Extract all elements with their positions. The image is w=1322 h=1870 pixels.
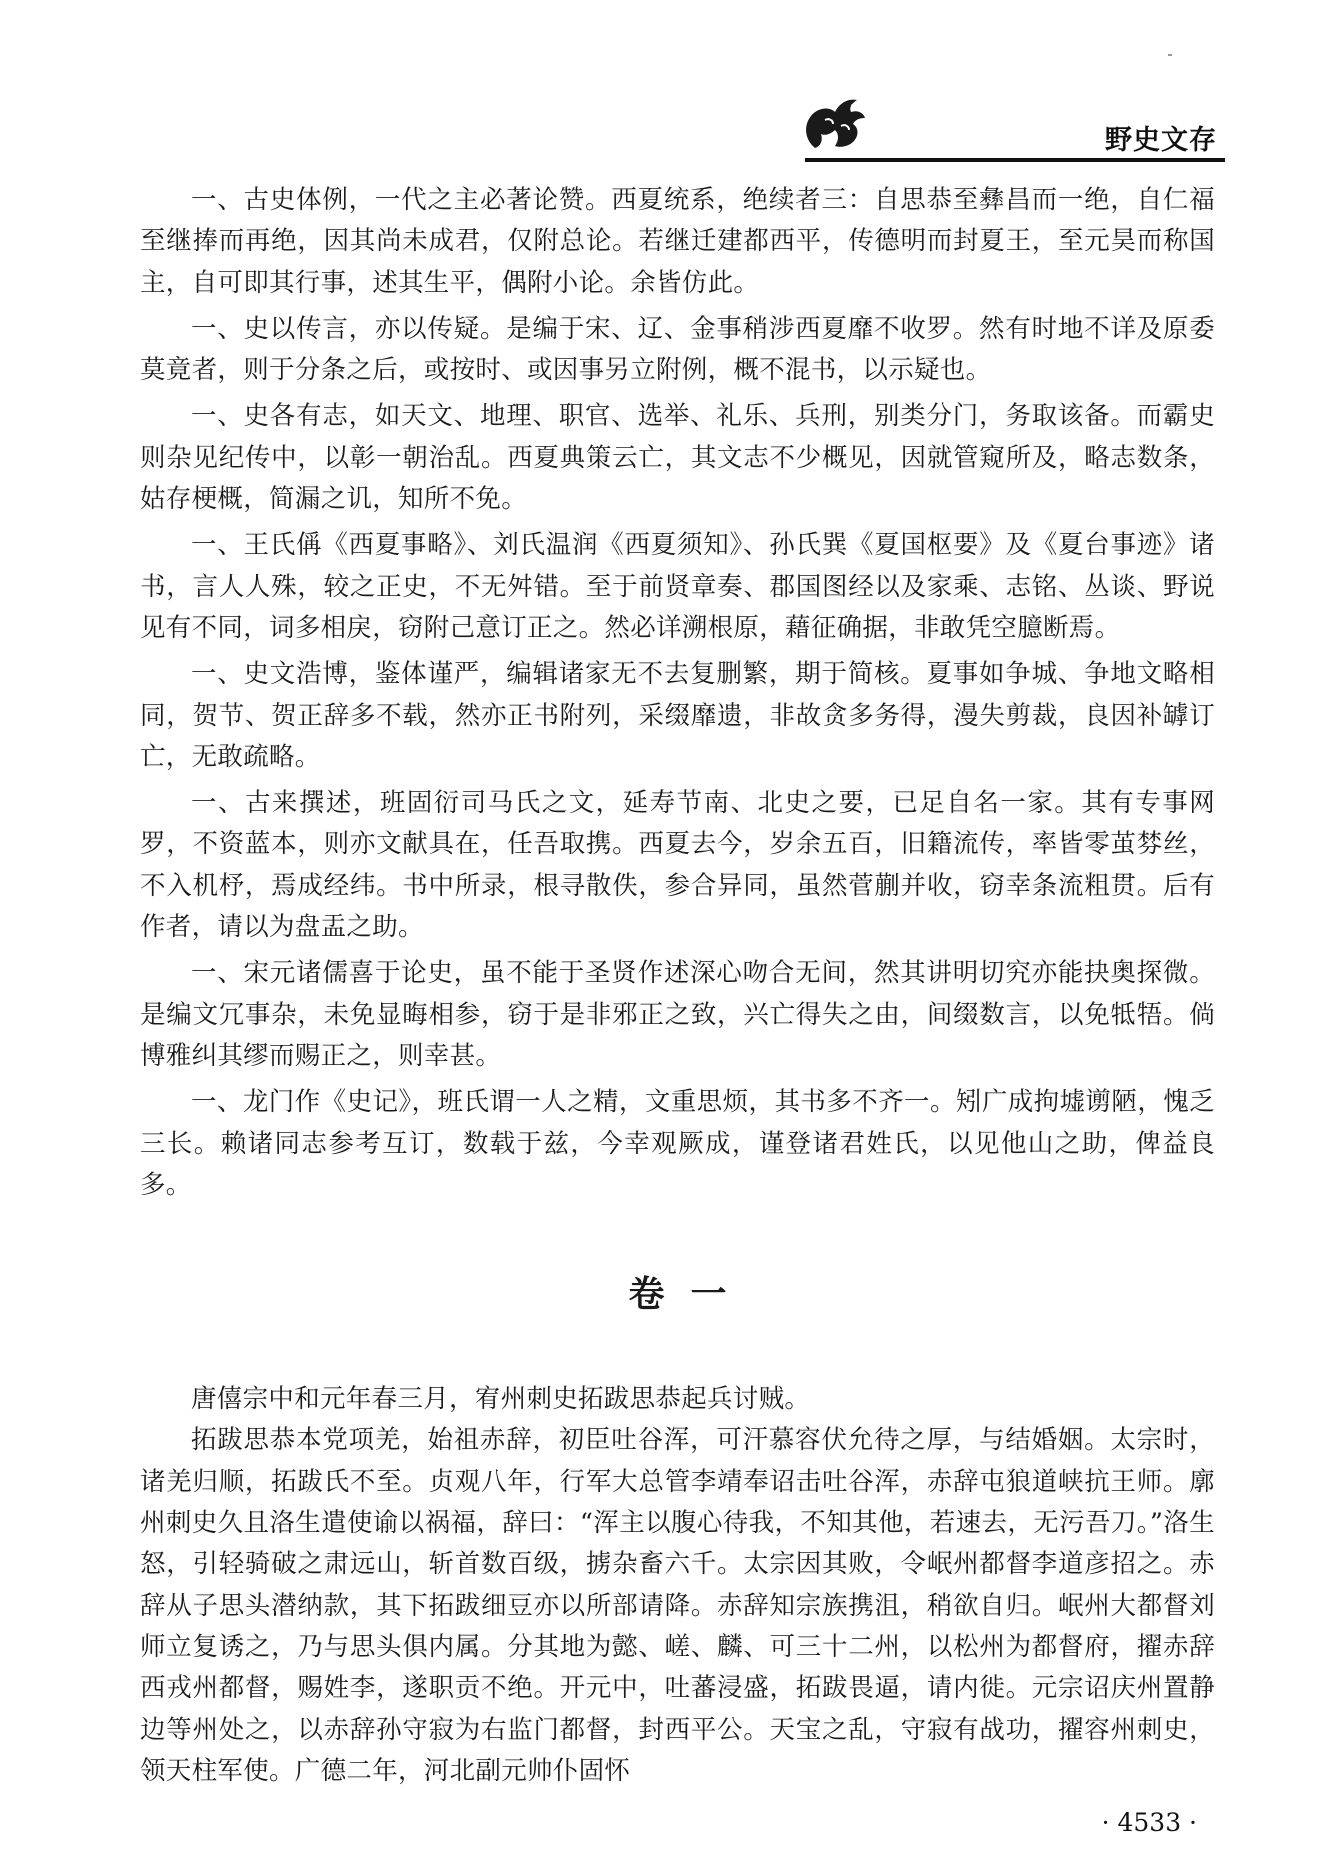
header-title: 野史文存 [1105,125,1217,156]
note-paragraph: 一、古史体例，一代之主必著论赞。西夏统系，绝续者三：自思恭至彝昌而一绝，自仁福至继捧而再绝，因其尚未成君，仅附总论。若继迁建都西平，传德明而封夏王，至元昊而称国主，自可即其行事，述其生平，偶附小论。余皆仿此。 [140,185,1215,298]
scan-speck [1168,54,1172,56]
note-paragraph: 一、史文浩博，鉴体谨严，编辑诸家无不去复删繁，期于简核。夏事如争城、争地文略相同，贺节、贺正辞多不载，然亦正书附列，采缀靡遗，非故贪多务得，漫失剪裁，良因补罅订亡，无敢疏略。 [140,659,1215,772]
editorial-notes [140,180,1215,1206]
chapter-heading: 卷一 [628,1274,753,1316]
note-paragraph: 一、宋元诸儒喜于论史，虽不能于圣贤作述深心吻合无间，然其讲明切究亦能抉奥探微。是编文冗事杂，未免显晦相参，窃于是非邪正之致，兴亡得失之由，间缀数言，以免牴牾。倘博雅纠其缪而赐正之，则幸甚。 [140,958,1215,1071]
header-rule [805,158,1225,162]
chapter-lead-sentence: 唐僖宗中和元年春三月，宥州刺史拓跋思恭起兵讨贼。 [191,1384,811,1415]
page-body [140,180,1215,1792]
note-paragraph: 一、史各有志，如天文、地理、职官、选举、礼乐、兵刑，别类分门，务取该备。而霸史则杂见纪传中，以彰一朝治乱。西夏典策云亡，其文志不少概见，因就管窥所及，略志数条，姑存梗概，简漏之讥，知所不免。 [140,401,1215,515]
page-number: · 4533 · [1101,1808,1197,1837]
running-header [795,90,1225,165]
chapter-body-paragraph: 拓跋思恭本党项羌，始祖赤辞，初臣吐谷浑，可汗慕容伏允待之厚，与结婚姻。太宗时，诸羌归顺，拓跋氏不至。贞观八年，行军大总管李靖奉诏击吐谷浑，赤辞屯狼道峡抗王师。廓州刺史久且洛生遣使谕以祸福，辞曰：“浑主以腹心待我，不知其他，若速去，无污吾刀。”洛生怒，引轻骑破之肃远山，斩首数百级，掳杂畜六千。太宗因其败，令岷州都督李道彦招之。赤辞从子思头潜纳款，其下拓跋细豆亦以所部请降。赤辞知宗族携沮，稍欲自归。岷州大都督刘师立复诱之，乃与思头俱内属。分其地为懿、嵯、麟、可三十二州，以松州为都督府，擢赤辞西戎州都督，赐姓李，遂职贡不绝。开元中，吐蕃浸盛，拓跋畏逼，请内徙。元宗诏庆州置静边等州处之，以赤辞孙守寂为右监门都督，封西平公。天宝之乱，守寂有战功，擢容州刺史，领天柱军使。广德二年，河北副元帅仆固怀 [140,1425,1215,1786]
note-paragraph: 一、龙门作《史记》，班氏谓一人之精，文重思烦，其书多不齐一。矧广成拘墟谫陋，愧乏三长。赖诸同志参考互订，数载于兹，今幸观厥成，谨登诸君姓氏，以见他山之助，俾益良多。 [140,1087,1215,1200]
note-paragraph: 一、史以传言，亦以传疑。是编于宋、辽、金事稍涉西夏靡不收罗。然有时地不详及原委莫竟者，则于分条之后，或按时、或因事另立附例，概不混书，以示疑也。 [140,313,1215,386]
note-paragraph: 一、王氏偁《西夏事略》、刘氏温润《西夏须知》、孙氏巽《夏国枢要》及《夏台事迹》诸书，言人人殊，较之正史，不无舛错。至于前贤章奏、郡国图经以及家乘、志铭、丛谈、野说见有不同，词多相戾，窃附己意订正之。然必详溯根原，藉征确据，非敢凭空臆断焉。 [140,530,1215,643]
note-paragraph: 一、古来撰述，班固衍司马氏之文，延寿节南、北史之要，已足自名一家。其有专事网罗，不资蓝本，则亦文献具在，任吾取携。西夏去今，岁余五百，旧籍流传，率皆零茧棼丝，不入机杼，焉成经纬。书中所录，根寻散佚，参合异同，虽然菅蒯并收，窃幸条流粗贯。后有作者，请以为盘盂之助。 [140,788,1215,943]
dragon-icon [795,90,875,160]
